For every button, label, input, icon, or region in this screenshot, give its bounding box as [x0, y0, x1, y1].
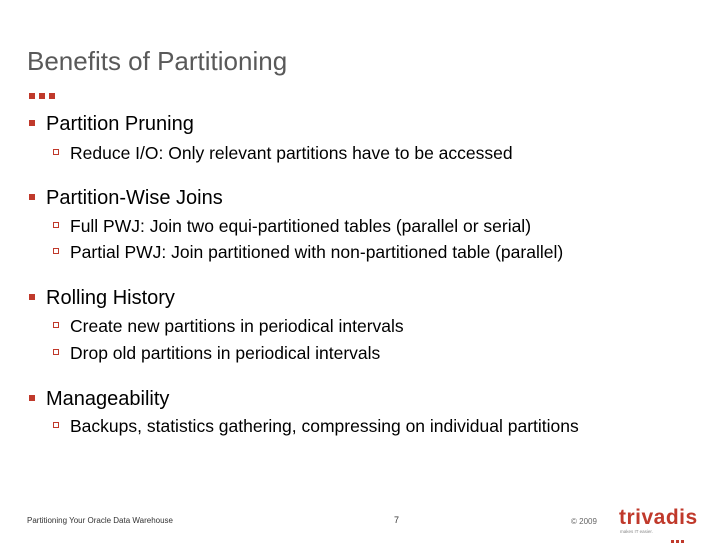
sub-bullet-text: Partial PWJ: Join partitioned with non-partitioned table (parallel) [70, 242, 564, 262]
sub-bullet-text: Drop old partitions in periodical intervals [70, 343, 381, 363]
title-decoration [29, 86, 59, 92]
bullet-text: Rolling History [46, 287, 175, 309]
sub-bullet-item [53, 316, 404, 337]
square-bullet-icon [29, 194, 35, 200]
sub-bullet-text: Reduce I/O: Only relevant partitions have to be accessed [70, 143, 513, 163]
sub-bullet-item [53, 343, 380, 364]
logo-text: trivadis [619, 506, 698, 529]
sub-bullet-item [53, 416, 579, 437]
logo-dots-icon [671, 530, 686, 548]
sub-bullet-text: Full PWJ: Join two equi-partitioned tables (parallel or serial) [70, 216, 532, 236]
square-bullet-icon [29, 395, 35, 401]
copyright: © 2009 [571, 517, 597, 526]
hollow-square-bullet-icon [53, 422, 59, 428]
bullet-item [29, 113, 194, 136]
page-number: 7 [394, 515, 400, 525]
square-bullet-icon [29, 294, 35, 300]
sub-bullet-item [53, 143, 513, 164]
footer-title: Partitioning Your Oracle Data Warehouse [27, 516, 174, 525]
bullet-text: Manageability [46, 388, 170, 410]
sub-bullet-item [53, 242, 563, 263]
trivadis-logo [619, 508, 699, 538]
hollow-square-bullet-icon [53, 349, 59, 355]
logo-tagline: makes IT easier. [620, 529, 653, 534]
bullet-text: Partition Pruning [46, 113, 194, 135]
sub-bullet-text: Create new partitions in periodical intervals [70, 316, 404, 336]
bullet-item [29, 388, 169, 411]
hollow-square-bullet-icon [53, 248, 59, 254]
bullet-item [29, 287, 175, 310]
hollow-square-bullet-icon [53, 222, 59, 228]
bullet-text: Partition-Wise Joins [46, 187, 223, 209]
slide-title: Benefits of Partitioning [27, 46, 288, 76]
sub-bullet-text: Backups, statistics gathering, compressing on individual partitions [70, 416, 579, 436]
hollow-square-bullet-icon [53, 322, 59, 328]
sub-bullet-item [53, 216, 531, 237]
bullet-item [29, 187, 223, 210]
square-bullet-icon [29, 120, 35, 126]
hollow-square-bullet-icon [53, 149, 59, 155]
